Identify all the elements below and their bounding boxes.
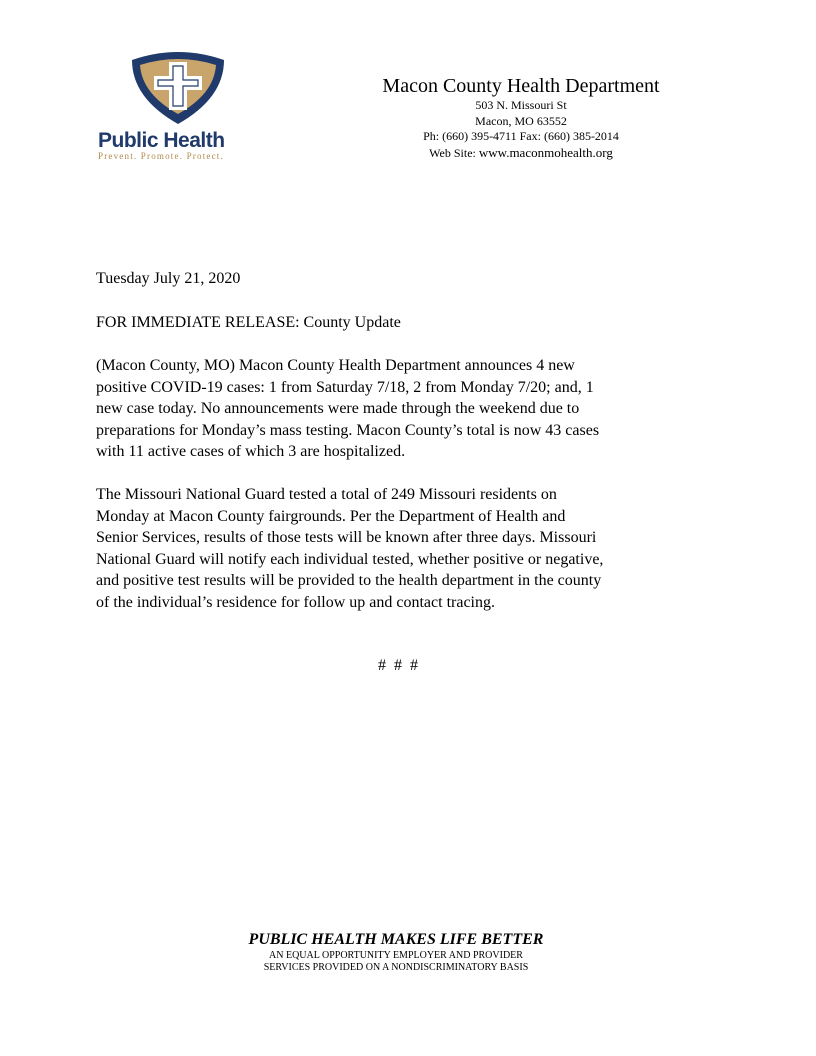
paragraph-line: with 11 active cases of which 3 are hospitalized.: [96, 443, 406, 461]
phone-fax: Ph: (660) 395-4711 Fax: (660) 385-2014: [423, 129, 619, 143]
logo-tagline: Prevent. Promote. Protect.: [98, 151, 224, 161]
release-date: [96, 268, 716, 290]
release-date-text: Tuesday July 21, 2020: [96, 270, 241, 287]
org-name: Macon County Health Department: [382, 75, 660, 97]
release-heading: [96, 312, 716, 334]
paragraph-line: National Guard will notify each individual tested, whether positive or negative,: [96, 550, 604, 568]
website-url: www.maconmohealth.org: [478, 144, 613, 160]
public-health-shield-cross-icon: [126, 50, 230, 126]
paragraph-line: new case today. No announcements were made through the weekend due to: [96, 400, 580, 418]
paragraph-line: and positive test results will be provided to the health department in the county: [96, 572, 602, 590]
website-label: Web Site:: [429, 145, 479, 160]
paragraph-line: positive COVID-19 cases: 1 from Saturday 7/18, 2 from Monday 7/20; and, 1: [96, 378, 594, 396]
public-health-logo: [96, 50, 266, 162]
address-line-2: Macon, MO 63552: [475, 113, 567, 128]
release-heading-text: FOR IMMEDIATE RELEASE: County Update: [96, 314, 401, 331]
address-line-1: 503 N. Missouri St: [475, 98, 567, 112]
paragraph-line: (Macon County, MO) Macon County Health Department announces 4 new: [96, 357, 575, 374]
footer-line-1: AN EQUAL OPPORTUNITY EMPLOYER AND PROVIDER: [269, 950, 523, 961]
end-of-release-mark: # # #: [378, 657, 418, 674]
website-line: [340, 145, 702, 162]
paragraph-line: The Missouri National Guard tested a total of 249 Missouri residents on: [96, 486, 557, 503]
paragraph-2: [96, 484, 716, 614]
paragraph-line: of the individual’s residence for follow up and contact tracing.: [96, 593, 495, 611]
footer-line-2: SERVICES PROVIDED ON A NONDISCRIMINATORY BASIS: [263, 962, 529, 973]
paragraph-line: Senior Services, results of those tests will be known after three days. Missouri: [96, 529, 597, 547]
logo-title: Public Health: [98, 129, 225, 152]
paragraph-1: [96, 355, 716, 463]
paragraph-line: preparations for Monday’s mass testing. Macon County’s total is now 43 cases: [96, 421, 600, 439]
footer: [196, 930, 596, 974]
letterhead: [340, 74, 702, 161]
footer-motto: PUBLIC HEALTH MAKES LIFE BETTER: [248, 931, 544, 948]
paragraph-line: Monday at Macon County fairgrounds. Per the Department of Health and: [96, 507, 566, 525]
